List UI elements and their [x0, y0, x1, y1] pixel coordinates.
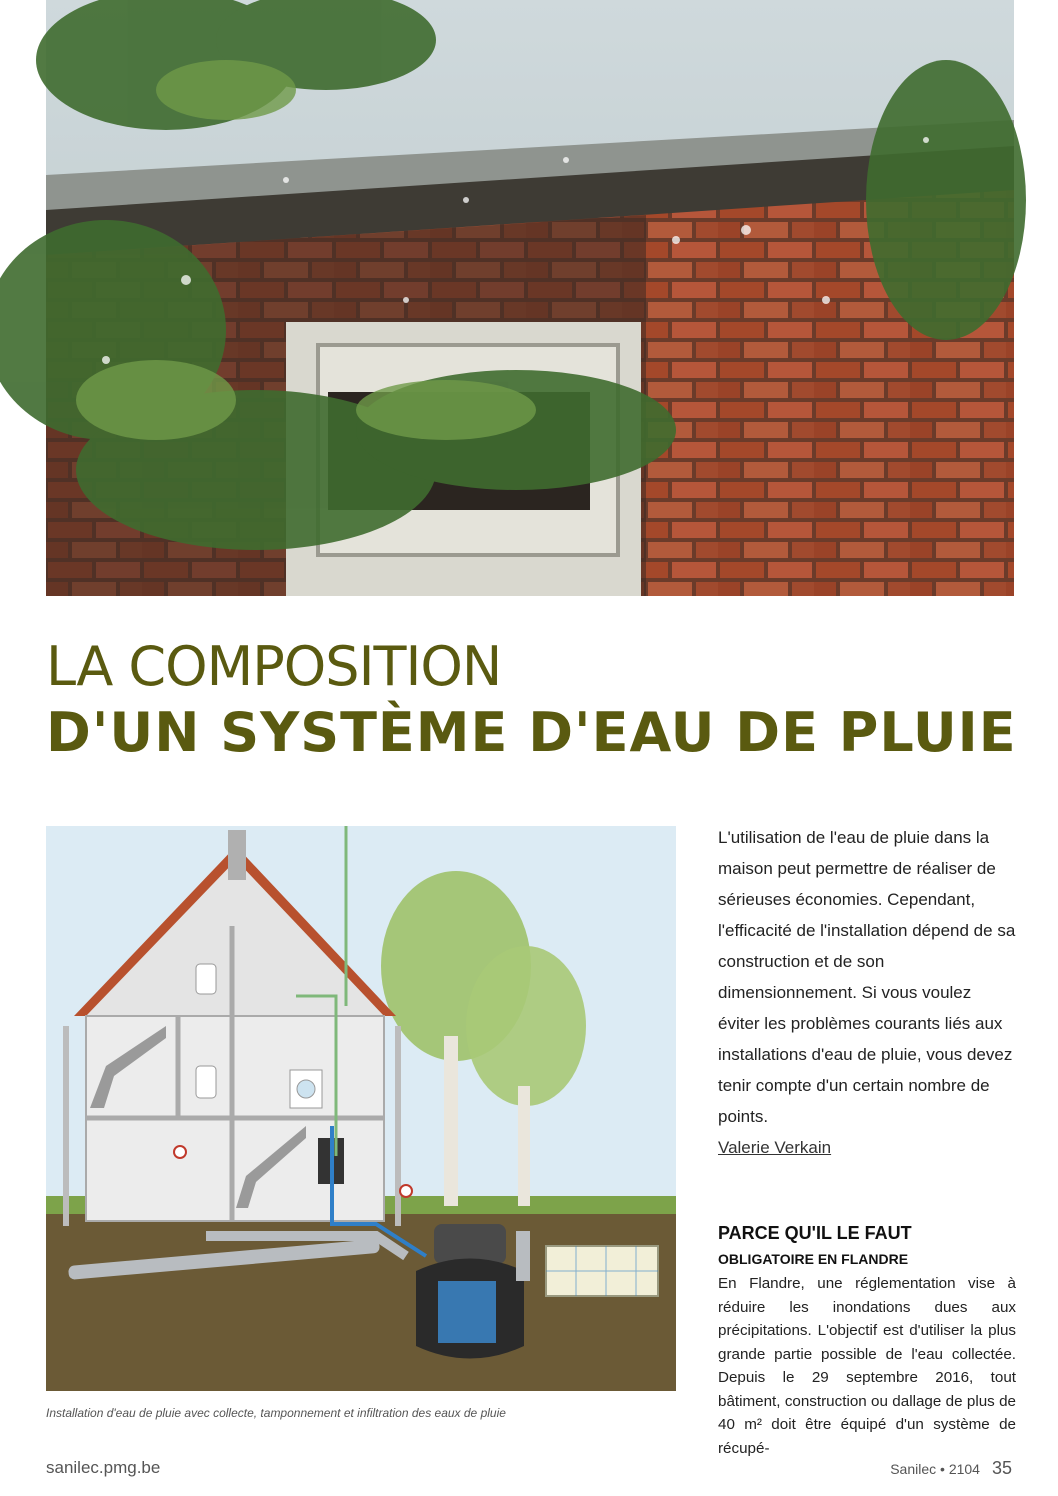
- article-title-line-2: D'UN SYSTÈME D'EAU DE PLUIE: [46, 701, 1017, 764]
- article-title-line-1: LA COMPOSITION: [46, 635, 502, 698]
- page-number: 35: [991, 1458, 1012, 1478]
- section-body: En Flandre, une réglementation vise à réduire les inondations dues aux précipitations. L'objectif est d'utiliser la plus grande partie possible de l'eau collectée. Depuis le 29 septembre 2016, tout bâtiment, construction ou dallage de plus de 40 m² doit être équipé d'un système de récupé-: [718, 1275, 1016, 1457]
- author-byline[interactable]: Valerie Verkain: [718, 1138, 832, 1157]
- hero-photo: [46, 0, 1014, 596]
- footer-url-link[interactable]: sanilec.pmg.be: [46, 1458, 161, 1477]
- intro-paragraph: L'utilisation de l'eau de pluie dans la maison peut permettre de réaliser de sérieuses économies. Cependant, l'efficacité de l'installation dépend de sa construction et de son dimensionnement. Si vous voulez éviter les problèmes courants liés aux installations d'eau de pluie, vous devez tenir compte d'un certain nombre de points.: [718, 828, 1016, 1126]
- section-subheading: OBLIGATOIRE EN FLANDRE: [718, 1251, 909, 1267]
- footer-page-info: [890, 1458, 1012, 1479]
- rainwater-system-diagram: [46, 826, 690, 1391]
- figure-caption: Installation d'eau de pluie avec collecte, tamponnement et infiltration des eaux de pluie: [46, 1406, 506, 1420]
- issue-label: Sanilec • 2104: [890, 1461, 980, 1477]
- diagram-credit: PEP Design, Kempen: [680, 1271, 690, 1358]
- section-heading: PARCE QU'IL LE FAUT: [718, 1223, 912, 1243]
